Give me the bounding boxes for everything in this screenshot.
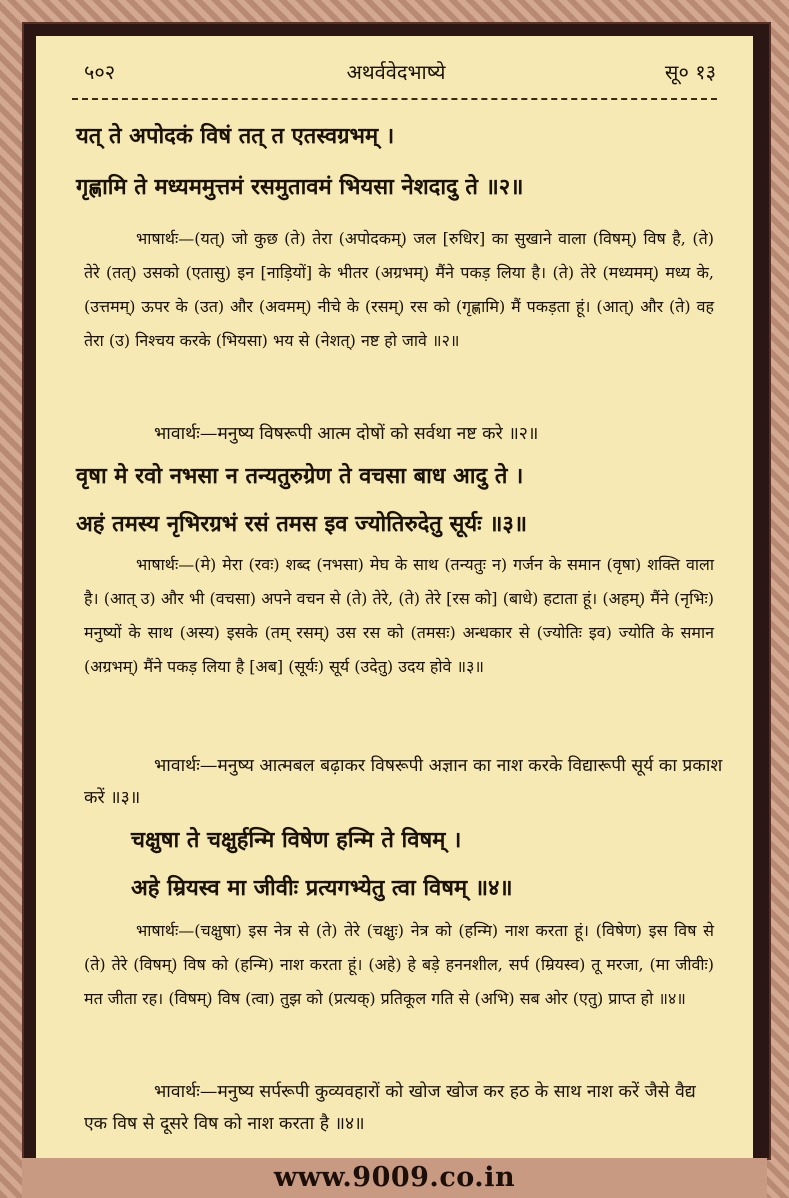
mantra-2-line-1: यत् ते अपोदकं विषं तत् त एतस्वग्रभम् । <box>76 123 395 149</box>
footer-website-link[interactable]: www.9009.co.in <box>273 1162 516 1193</box>
bhasharth-4-text: भाषार्थः—(चक्षुषा) इस नेत्र से (ते) तेरे (चक्षुः) नेत्र को (हन्मि) नाश करता हूं। (विषेण) इस विष से (ते) तेरे (विषम्) विष को (हन्मि) नाश करता हूं। (अहे) हे बड़े हननशील, सर्प (म्रियस्व) तू मरजा, (मा जीवीः) मत जीता रह। (विषम्) विष (त्वा) तुझ को (प्रत्यक्) प्रतिकूल गति से (अभि) सब ओर (एतु) प्राप्त हो ॥४॥ <box>84 921 714 1008</box>
mantra-4-line-2: अहे म्रियस्व मा जीवीः प्रत्यगभ्येतु त्वा विषम् ॥४॥ <box>131 875 513 901</box>
page-header <box>76 58 716 88</box>
book-page <box>36 36 753 1160</box>
bhavarth-2 <box>84 418 724 450</box>
mantra-3-line-2: अहं तमस्य नृभिरग्रभं रसं तमस इव ज्योतिरुदेतु सूर्यः ॥३॥ <box>76 511 528 537</box>
bhasharth-3-text: भाषार्थः—(मे) मेरा (रवः) शब्द (नभसा) मेघ के साथ (तन्यतुः न) गर्जन के समान (वृषा) शक्ति वाला है। (आत् उ) और भी (वचसा) अपने वचन से (ते) तेरे, (ते) तेरे [रस को] (बाधे) हटाता हूं। (अहम्) मैंने (नृभिः) मनुष्यों के साथ (अस्य) इसके (तम् रसम्) उस रस को (तमसः) अन्धकार से (ज्योतिः इव) ज्योति के समान (अग्रभम्) मैंने पकड़ लिया है [अब] (सूर्यः) सूर्य (उदेतु) उदय होवे ॥३॥ <box>84 555 714 676</box>
bhasharth-4 <box>84 914 714 1016</box>
mantra-3-line-1: वृषा मे रवो नभसा न तन्यतुरुग्रेण ते वचसा बाध आदु ते । <box>76 463 524 489</box>
page-number: ५०२ <box>84 60 116 84</box>
bhavarth-3-text: भावार्थः—मनुष्य आत्मबल बढ़ाकर विषरूपी अज्ञान का नाश करके विद्यारूपी सूर्य का प्रकाश करें ॥३॥ <box>84 756 723 808</box>
running-title: अथर्ववेदभाष्ये <box>346 60 446 84</box>
bhasharth-2-text: भाषार्थः—(यत्) जो कुछ (ते) तेरा (अपोदकम्) जल [रुधिर] का सुखाने वाला (विषम्) विष है, (ते) तेरे (तत्) उसको (एतासु) इन [नाड़ियों] के भीतर (अग्रभम्) मैंने पकड़ लिया है। (ते) तेरे (मध्यमम्) मध्य के, (उत्तमम्) ऊपर के (उत) और (अवमम्) नीचे के (रसम्) रस को (गृह्णामि) मैं पकड़ता हूं। (आत्) और (ते) वह तेरा (उ) निश्चय करके (भियसा) भय से (नेशत्) नष्ट हो जावे ॥२॥ <box>84 229 714 350</box>
bhasharth-3 <box>84 548 714 684</box>
mantra-2-line-2: गृह्णामि ते मध्यममुत्तमं रसमुतावमं भियसा नेशदादु ते ॥२॥ <box>76 174 524 200</box>
bhavarth-4-text: भावार्थः—मनुष्य सर्परूपी कुव्यवहारों को खोज खोज कर हठ के साथ नाश करें जैसे वैद्य एक विष से दूसरे विष को नाश करता है ॥४॥ <box>84 1082 696 1134</box>
bhavarth-2-text: भावार्थः—मनुष्य विषरूपी आत्म दोषों को सर्वथा नष्ट करे ॥२॥ <box>154 424 539 444</box>
bhavarth-3 <box>84 750 724 814</box>
bhasharth-2 <box>84 222 714 358</box>
mantra-4-line-1: चक्षुषा ते चक्षुर्हन्मि विषेण हन्मि ते विषम् । <box>131 827 462 853</box>
header-rule <box>72 98 717 100</box>
bhavarth-4 <box>84 1076 724 1140</box>
sukta-number: सू० १३ <box>664 60 716 84</box>
